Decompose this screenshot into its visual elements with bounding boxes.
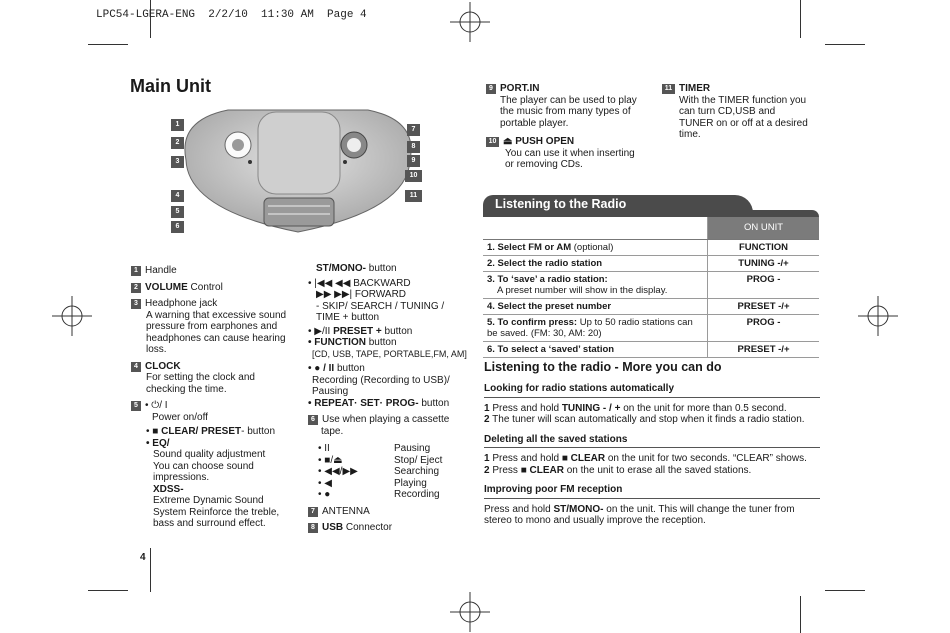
list-item: 7 ANTENNA (308, 506, 468, 518)
crop-mark (800, 0, 801, 38)
list-item: 4 CLOCK For setting the clock and checking the time. (131, 361, 291, 396)
list-item: 11 TIMER With the TIMER function you can turn CD,USB and TUNER on or off at a desired time. (662, 83, 812, 141)
table-row: 6. To select a ‘saved’ station PRESET -/+ (483, 342, 819, 358)
callout-5: 5 (171, 206, 184, 218)
crop-mark (825, 44, 865, 45)
list-item: 3 Headphone jack A warning that excessive sound pressure from earphones and headphones can cause hearing loss. (131, 298, 291, 356)
table-row: 3. To ‘save’ a radio station: A preset number will show in the display. PROG - (483, 272, 819, 299)
list-item: 1 Handle (131, 265, 291, 277)
section-heading: Listening to the radio - More you can do (484, 360, 722, 374)
list-item: 5 • ⏻/ I Power on/off (131, 400, 291, 423)
list-item: 8 USB Connector (308, 522, 468, 534)
list-item: 9 PORT.IN The player can be used to play the music from many types of portable player. (486, 83, 646, 129)
cassette-controls: • II Pausing • ■/⏏ Stop/ Eject • ◀◀/▶▶ Searching • ◀ Playing • ● Recording (318, 443, 443, 500)
subheading: Improving poor FM reception (484, 484, 623, 495)
subheading: Deleting all the saved stations (484, 433, 628, 445)
table-header: ON UNIT (483, 217, 819, 240)
crop-mark (88, 590, 128, 591)
parts-list-col4 (662, 83, 812, 141)
callout-7: 7 (407, 124, 420, 136)
more-section: Looking for radio stations automatically 1 Press and hold TUNING - / + on the unit for more than 0.5 second. 2 The tuner will scan automatically and stop when it finds a radio station. Deleting all the saved stations 1 Press and hold ■ CLEAR on the unit for two seconds. “CLEAR” shows. 2 Press ■ CLEAR on the unit to erase all the saved stations. Improving poor FM reception Press and hold ST/MONO- on the unit. This will change the tuner from stereo to mono and usually improve the reception. (484, 383, 820, 527)
callout-11: 11 (405, 190, 422, 202)
print-header: LPC54-LGERA-ENG 2/2/10 11:30 AM Page 4 (96, 9, 367, 21)
callout-2: 2 (171, 137, 184, 149)
crop-mark (825, 590, 865, 591)
main-unit-illustration (168, 100, 428, 240)
parts-list-col1 (131, 265, 291, 530)
callout-6: 6 (171, 221, 184, 233)
radio-steps-table (483, 217, 819, 358)
callout-10: 10 (405, 170, 422, 182)
callout-8: 8 (407, 141, 420, 153)
table-row: 5. To confirm press: Up to 50 radio stations can be saved. (FM: 30, AM: 20) PROG - (483, 315, 819, 342)
subheading: Looking for radio stations automatically (484, 383, 675, 394)
registration-mark (450, 2, 490, 42)
table-row: 1. Select FM or AM (optional) FUNCTION (483, 240, 819, 256)
section-title: Listening to the Radio (495, 197, 627, 211)
list-item: • EQ/ Sound quality adjustment You can choose sound impressions. XDSS- Extreme Dynamic Sound System Reinforce the treble, bass and surround effect. (146, 437, 280, 529)
table-row: 4. Select the preset number PRESET -/+ (483, 299, 819, 315)
callout-3: 3 (171, 156, 184, 168)
registration-mark (52, 296, 92, 336)
page-title: Main Unit (130, 76, 211, 96)
list-item: • ■ CLEAR/ PRESET- button (146, 426, 276, 437)
crop-mark (88, 44, 128, 45)
crop-mark (150, 548, 151, 592)
callout-4: 4 (171, 190, 184, 202)
page-number: 4 (140, 552, 146, 563)
table-row: 2. Select the radio station TUNING -/+ (483, 256, 819, 272)
callout-1: 1 (171, 119, 184, 131)
list-item: 2 VOLUME Control (131, 282, 291, 294)
parts-list-col3 (486, 83, 646, 171)
registration-mark (450, 592, 490, 632)
callout-9: 9 (407, 155, 420, 167)
list-item: 10 ⏏ PUSH OPEN You can use it when inserting or removing CDs. (486, 136, 646, 171)
crop-mark (800, 596, 801, 633)
parts-list-col2: ST/MONO- button • |◀◀ ◀◀ BACKWARD ▶▶ ▶▶| FORWARD - SKIP/ SEARCH / TUNING / TIME + button • ▶/II PRESET + button • FUNCTION button [CD, USB, TAPE, PORTABLE,FM, AM] • ● / II button Recording (Recording to USB)/ Pausing • REPEAT· SET· PROG- button 6 Use when playing a cassette tape. • II Pausing • ■/⏏ Stop/ Eject • ◀◀/▶▶ Searching • ◀ Playing • ● Recording 7 ANTENNA 8 USB Connector (308, 263, 467, 533)
list-item: 6 Use when playing a cassette tape. (308, 414, 468, 437)
registration-mark (858, 296, 898, 336)
